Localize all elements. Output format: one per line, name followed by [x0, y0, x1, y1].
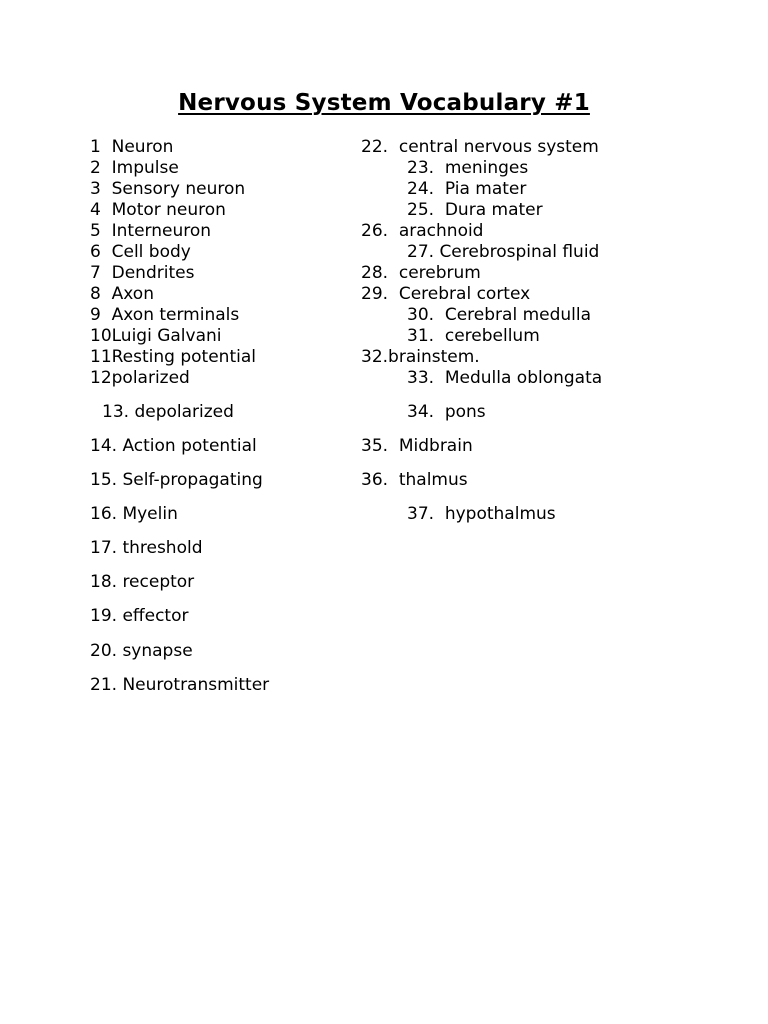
list-item: 11Resting potential	[90, 347, 256, 367]
list-item: 6 Cell body	[90, 242, 191, 262]
list-item: 19. effector	[90, 606, 189, 626]
list-item: 33. Medulla oblongata	[407, 368, 603, 388]
list-item: 9 Axon terminals	[90, 305, 240, 325]
list-item: 15. Self-propagating	[90, 470, 263, 490]
list-item: 34. pons	[407, 402, 486, 422]
list-item: 1 Neuron	[90, 137, 174, 157]
list-item: 27. Cerebrospinal fluid	[407, 242, 600, 262]
list-item: 20. synapse	[90, 641, 193, 661]
list-item: 7 Dendrites	[90, 263, 195, 283]
list-item: 24. Pia mater	[407, 179, 527, 199]
list-item: 13. depolarized	[102, 402, 234, 422]
page-title: Nervous System Vocabulary #1	[178, 90, 590, 116]
list-item: 30. Cerebral medulla	[407, 305, 592, 325]
list-item: 10Luigi Galvani	[90, 326, 222, 346]
list-item: 2 Impulse	[90, 158, 179, 178]
list-item: 37. hypothalmus	[407, 504, 556, 524]
list-item: 26. arachnoid	[361, 221, 484, 241]
list-item: 17. threshold	[90, 538, 203, 558]
list-item: 12polarized	[90, 368, 190, 388]
list-item: 29. Cerebral cortex	[361, 284, 531, 304]
list-item: 28. cerebrum	[361, 263, 481, 283]
list-item: 22. central nervous system	[361, 137, 599, 157]
list-item: 36. thalmus	[361, 470, 468, 490]
list-item: 35. Midbrain	[361, 436, 473, 456]
list-item: 31. cerebellum	[407, 326, 540, 346]
list-item: 16. Myelin	[90, 504, 178, 524]
list-item: 21. Neurotransmitter	[90, 675, 270, 695]
list-item: 4 Motor neuron	[90, 200, 226, 220]
list-item: 32.brainstem.	[361, 347, 480, 367]
list-item: 25. Dura mater	[407, 200, 543, 220]
list-item: 8 Axon	[90, 284, 154, 304]
list-item: 18. receptor	[90, 572, 195, 592]
list-item: 23. meninges	[407, 158, 529, 178]
list-item: 5 Interneuron	[90, 221, 212, 241]
list-item: 14. Action potential	[90, 436, 257, 456]
list-item: 3 Sensory neuron	[90, 179, 246, 199]
